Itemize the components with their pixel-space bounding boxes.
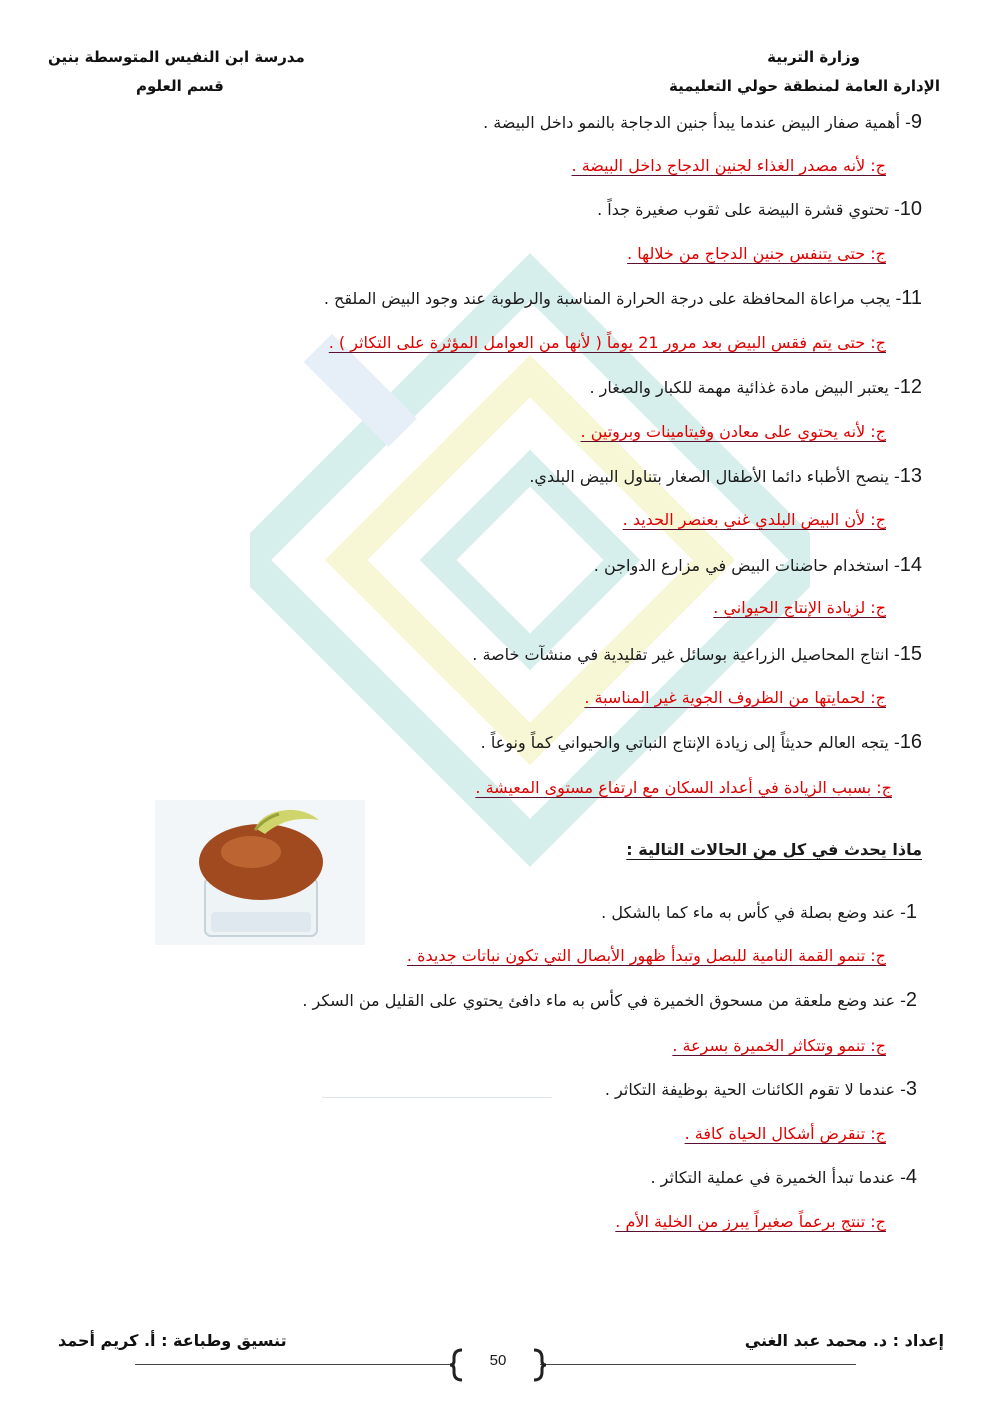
ministry-name: وزارة التربية xyxy=(767,48,860,66)
case-3-answer: ج: تنقرض أشكال الحياة كافة . xyxy=(684,1124,886,1143)
answer-10: ج: حتى يتنفس جنين الدجاج من خلالها . xyxy=(627,244,886,263)
case-1-answer: ج: تنمو القمة النامية للبصل وتبدأ ظهور الأبصال التي تكون نباتات جديدة . xyxy=(406,946,886,965)
question-11: 11- يجب مراعاة المحافظة على درجة الحرارة المناسبة والرطوبة عند وجود البيض الملقح . xyxy=(323,287,922,309)
answer-9: ج: لأنه مصدر الغذاء لجنين الدجاج داخل البيضة . xyxy=(571,156,886,175)
question-10: 10- تحتوي قشرة البيضة على ثقوب صغيرة جداً . xyxy=(597,198,922,220)
footer-line-left xyxy=(135,1364,453,1365)
case-2-question: 2- عند وضع ملعقة من مسحوق الخميرة في كأس به ماء دافئ يحتوي على القليل من السكر . xyxy=(302,989,917,1011)
case-1-question: 1- عند وضع بصلة في كأس به ماء كما بالشكل . xyxy=(601,901,917,923)
onion-in-glass-icon xyxy=(155,800,365,945)
question-14: 14- استخدام حاضنات البيض في مزارع الدواجن . xyxy=(593,554,922,576)
formatting-by: تنسيق وطباعة : أ. كريم أحمد xyxy=(58,1331,287,1350)
answer-14: ج: لزيادة الإنتاج الحيواني . xyxy=(713,598,886,617)
question-13: 13- ينصح الأطباء دائما الأطفال الصغار بتناول البيض البلدي. xyxy=(529,465,922,487)
question-12: 12- يعتبر البيض مادة غذائية مهمة للكبار والصغار . xyxy=(589,376,922,398)
question-15: 15- انتاج المحاصيل الزراعية بوسائل غير تقليدية في منشآت خاصة . xyxy=(472,643,922,665)
answer-13: ج: لأن البيض البلدي غني بعنصر الحديد . xyxy=(622,510,886,529)
case-3-question: 3- عندما لا تقوم الكائنات الحية بوظيفة التكاثر . xyxy=(604,1078,917,1100)
case-4-question: 4- عندما تبدأ الخميرة في عملية التكاثر . xyxy=(650,1166,917,1188)
case-4-answer: ج: تنتج برعماً صغيراً يبرز من الخلية الأم . xyxy=(615,1212,886,1231)
prepared-by: إعداد : د. محمد عبد الغني xyxy=(744,1331,944,1350)
section-title: ماذا يحدث في كل من الحالات التالية : xyxy=(626,840,922,859)
school-name: مدرسة ابن النفيس المتوسطة بنين xyxy=(48,48,305,66)
answer-15: ج: لحمايتها من الظروف الجوية غير المناسبة . xyxy=(584,688,886,707)
question-9: 9- أهمية صفار البيض عندما يبدأ جنين الدجاجة بالنمو داخل البيضة . xyxy=(483,111,922,133)
page-number: 50 xyxy=(489,1352,507,1369)
answer-12: ج: لأنه يحتوي على معادن وفيتامينات وبروتين . xyxy=(580,422,886,441)
footer-line-right xyxy=(540,1364,856,1365)
directorate-name: الإدارة العامة لمنطقة حولي التعليمية xyxy=(668,77,940,95)
department-name: قسم العلوم xyxy=(136,77,224,95)
divider-line xyxy=(322,1097,552,1098)
question-16: 16- يتجه العالم حديثاً إلى زيادة الإنتاج النباتي والحيواني كماً ونوعاً . xyxy=(480,731,922,753)
answer-16: ج: بسبب الزيادة في أعداد السكان مع ارتفاع مستوى المعيشة . xyxy=(475,778,892,797)
answer-11: ج: حتى يتم فقس البيض بعد مرور 21 يوماً ( لأنها من العوامل المؤثرة على التكاثر ) . xyxy=(328,333,886,352)
case-2-answer: ج: تنمو وتتكاثر الخميرة بسرعة . xyxy=(672,1036,886,1055)
